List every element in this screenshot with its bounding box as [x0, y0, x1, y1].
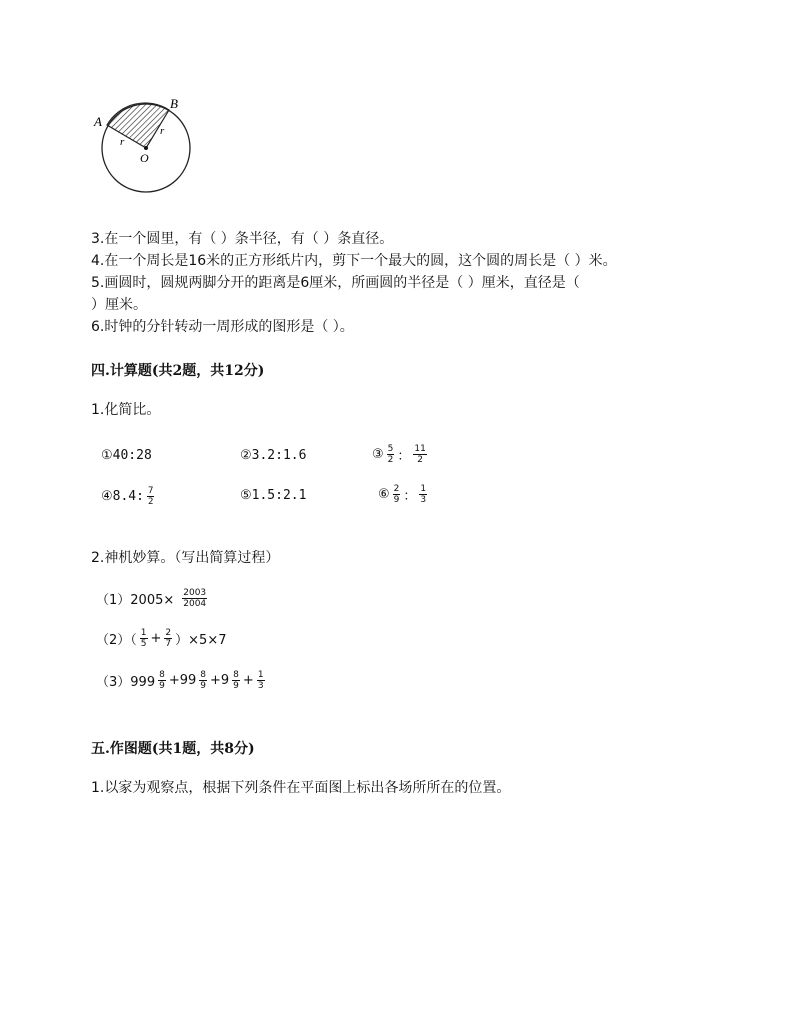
fraction: $\frac{2}{7}$ [165, 628, 172, 649]
drawing-q1: 1.以家为观察点，根据下列条件在平面图上标出各场所所在的位置。 [91, 780, 511, 796]
question-5: 5.画圆时，圆规两脚分开的距离是6厘米，所画圆的半径是（ ）厘米，直径是（ [91, 275, 580, 291]
calc-problem-3: （3）999 $\frac{8}{9}$ +99 $\frac{8}{9}$ +9 $\frac{8}{9}$ + $\frac{1}{3}$ [96, 670, 264, 691]
fraction: $\frac{2003}{2004}$ [183, 588, 207, 609]
fraction: $\frac{8}{9}$ [159, 670, 165, 691]
ratio-item-5: ⑤1.5:2.1 [240, 488, 307, 503]
fraction: $\frac{5}{2}$ [387, 444, 394, 465]
ratio-item-2: ②3.2:1.6 [240, 448, 307, 463]
label-a: A [94, 114, 102, 129]
circle-sector-figure [88, 94, 208, 204]
ratio-item-3: ③ $\frac{5}{2}$ ： $\frac{11}{2}$ [372, 444, 426, 465]
question-6: 6.时钟的分针转动一周形成的图形是（ ）。 [91, 319, 354, 335]
fraction: $\frac{7}{2}$ [147, 486, 154, 507]
question-4: 4.在一个周长是16米的正方形纸片内，剪下一个最大的圆，这个圆的周长是（ ）米。 [91, 253, 617, 269]
ratio-item-4: ④8.4: $\frac{7}{2}$ [101, 486, 154, 507]
calc-q2-title: 2.神机妙算。（写出简算过程） [91, 550, 280, 566]
label-b: B [170, 96, 178, 111]
fraction: $\frac{8}{9}$ [200, 670, 206, 691]
fraction: $\frac{8}{9}$ [233, 670, 239, 691]
label-o: O [140, 151, 149, 165]
fraction: $\frac{2}{9}$ [393, 484, 400, 505]
ratio-item-6: ⑥ $\frac{2}{9}$ ： $\frac{1}{3}$ [378, 484, 427, 505]
fraction: $\frac{11}{2}$ [414, 444, 426, 465]
fraction: $\frac{1}{5}$ [140, 628, 147, 649]
calc-problem-2: （2）（ $\frac{1}{5}$ + $\frac{2}{7}$ ）×5×7 [96, 628, 227, 649]
fraction: $\frac{1}{3}$ [420, 484, 427, 505]
fraction: $\frac{1}{3}$ [257, 670, 264, 691]
label-r-right: r [160, 125, 165, 137]
calc-problem-1: （1）2005× $\frac{2003}{2004}$ [96, 588, 207, 609]
ratio-item-1: ①40:28 [101, 448, 152, 463]
calc-q1-title: 1.化简比。 [91, 402, 161, 418]
section-5-heading: 五.作图题(共1题，共8分) [91, 741, 255, 757]
section-4-heading: 四.计算题(共2题，共12分) [91, 363, 265, 379]
ratio-item-3-label: ③ [372, 447, 384, 462]
label-r-left: r [120, 136, 125, 148]
center-point [144, 146, 148, 150]
question-5-continued: ）厘米。 [91, 297, 147, 313]
question-3: 3.在一个圆里，有（ ）条半径，有（ ）条直径。 [91, 231, 394, 247]
